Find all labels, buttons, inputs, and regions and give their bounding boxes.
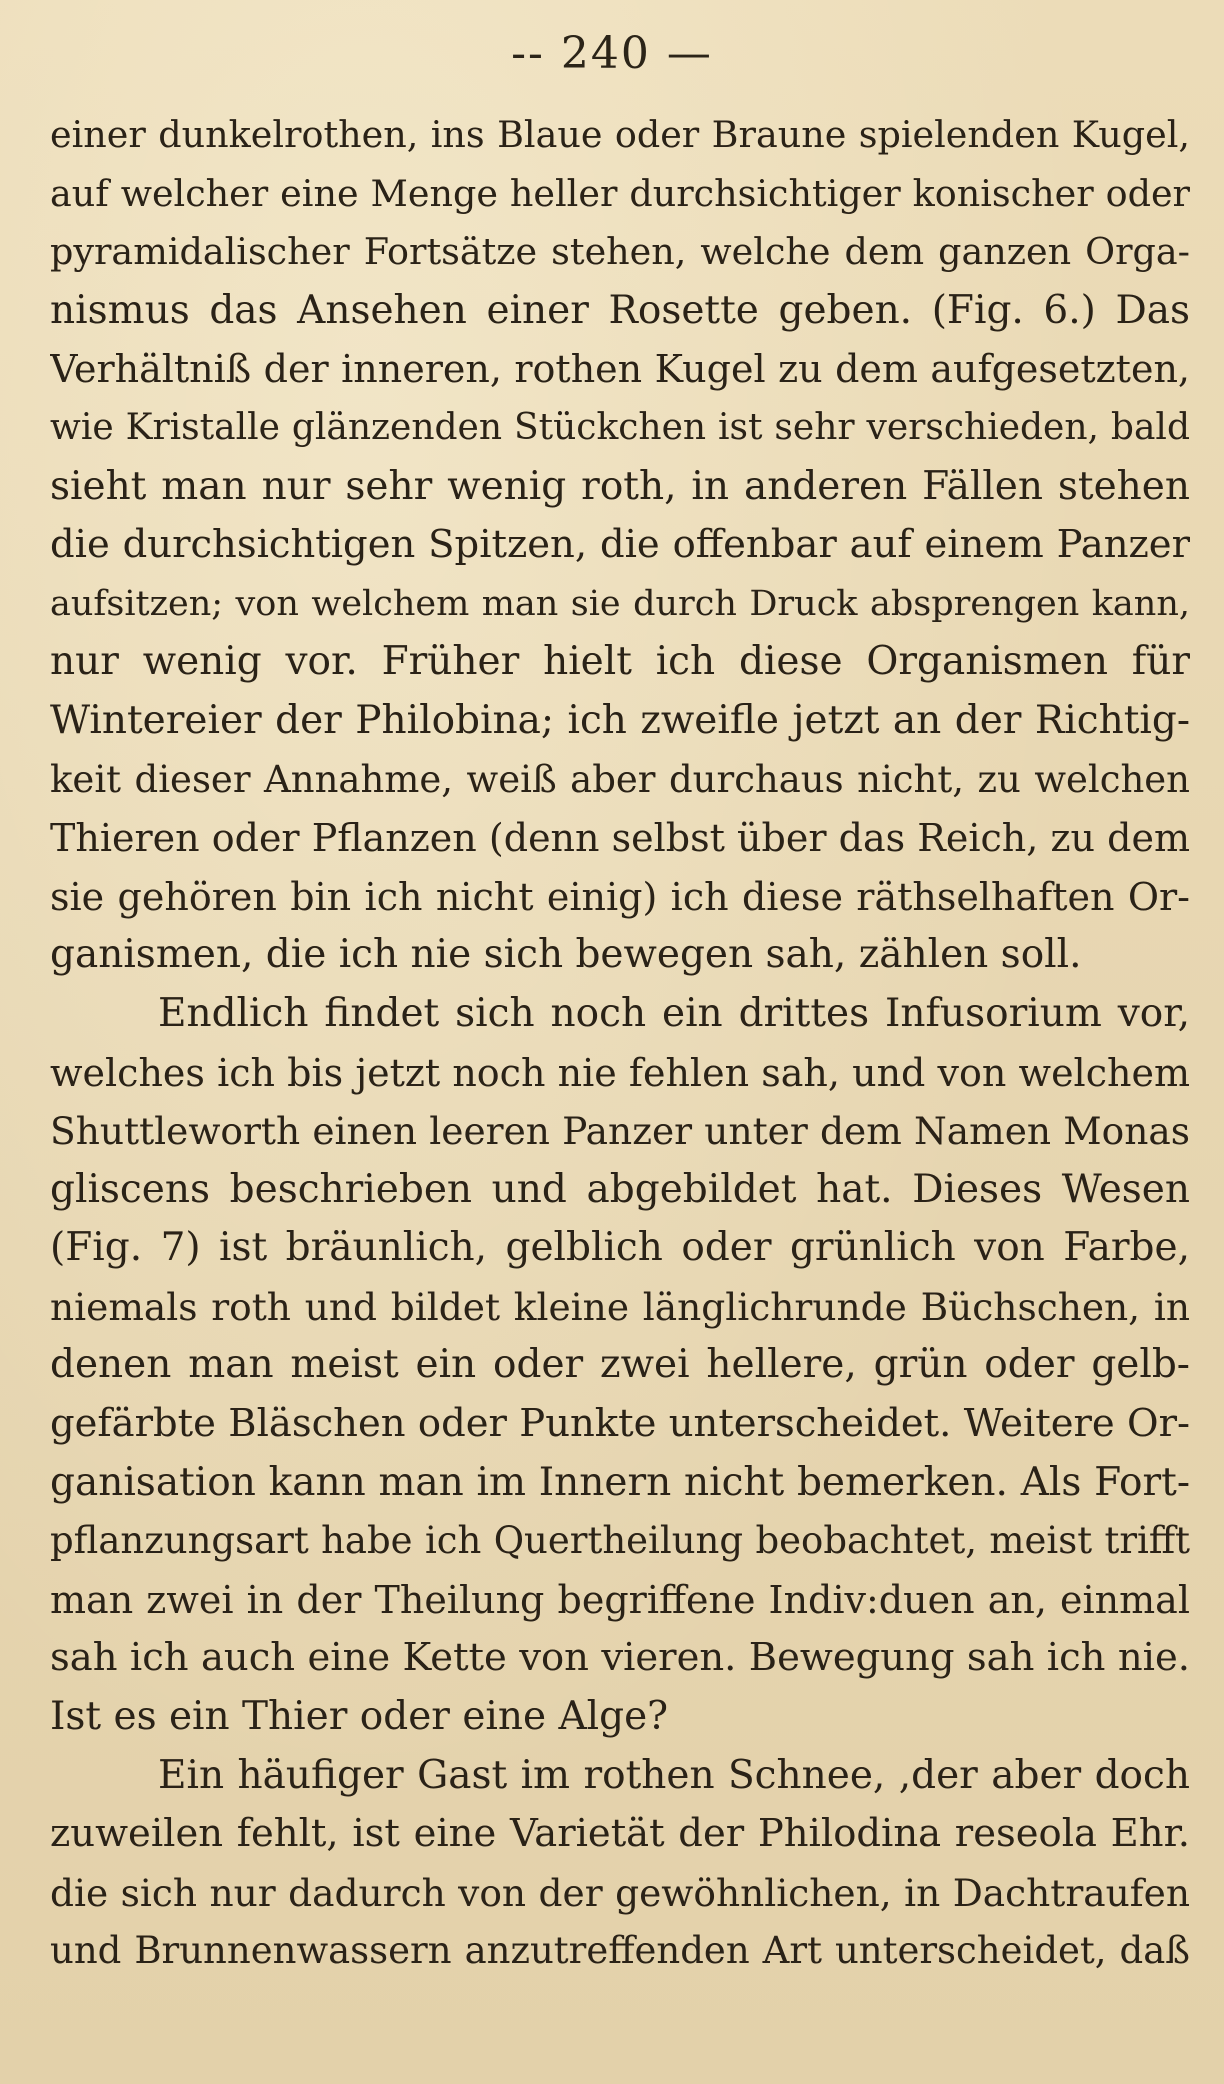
text-line: Endlich findet sich noch ein drittes Infusorium vor, [158,990,1190,1036]
text-line: welches ich bis jetzt noch nie fehlen sah, und von welchem [50,1050,1190,1095]
text-line: sie gehören bin ich nicht einig) ich diese räthselhaften Or- [50,874,1190,919]
text-line: sieht man nur sehr wenig roth, in anderen Fällen stehen [50,463,1190,509]
text-line: zuweilen fehlt, ist eine Varietät der Philodina reseola Ehr. [50,1811,1190,1857]
body-text [50,106,1190,1981]
text-line: einer dunkelrothen, ins Blaue oder Braune spielenden Kugel, [50,113,1190,156]
text-line: niemals roth und bildet kleine länglichrunde Büchschen, in [50,1284,1190,1329]
text-line: wie Kristalle glänzenden Stückchen ist sehr verschieden, bald [50,406,1190,448]
text-line: pflanzungsart habe ich Quertheilung beobachtet, meist trifft [50,1519,1190,1563]
text-line: denen man meist ein oder zwei hellere, grün oder gelb- [50,1342,1190,1388]
text-line: man zwei in der Theilung begriffene Indiv:duen an, einmal [50,1577,1190,1622]
text-line: Shuttleworth einen leeren Panzer unter dem Namen Monas [50,1109,1190,1154]
text-line: auf welcher eine Menge heller durchsichtiger konischer oder [50,171,1190,215]
text-line: nur wenig vor. Früher hielt ich diese Organismen für [50,639,1190,685]
text-line: Thieren oder Pflanzen (denn selbst über das Reich, zu dem [50,816,1190,861]
text-line: Ist es ein Thier oder eine Alge? [50,1694,669,1740]
text-line: die sich nur dadurch von der gewöhnlichen, in Dachtraufen [50,1870,1190,1915]
text-line: (Fig. 7) ist bräunlich, gelblich oder grünlich von Farbe, [50,1225,1190,1271]
text-line: keit dieser Annahme, weiß aber durchaus nicht, zu welchen [50,757,1190,801]
text-line: Ein häufiger Gast im rothen Schnee, ,der aber doch [158,1752,1190,1798]
text-line: gliscens beschrieben und abgebildet hat. Dieses Wesen [50,1166,1190,1212]
text-line: und Brunnenwassern anzutreffenden Art unterscheidet, daß [50,1929,1190,1973]
text-line: sah ich auch eine Kette von vieren. Bewegung sah ich nie. [50,1635,1190,1681]
text-line: ganisation kann man im Innern nicht bemerken. Als Fort- [50,1459,1190,1505]
text-line: aufsitzen; von welchem man sie durch Druck absprengen kann, [50,583,1190,624]
text-line: gefärbte Bläschen oder Punkte unterscheidet. Weitere Or- [50,1401,1190,1447]
text-line: ganismen, die ich nie sich bewegen sah, zählen soll. [50,932,1082,978]
text-line: die durchsichtigen Spitzen, die offenbar auf einem Panzer [50,522,1190,568]
text-line: pyramidalischer Fortsätze stehen, welche dem ganzen Orga- [50,230,1190,274]
text-line: nismus das Ansehen einer Rosette geben. (Fig. 6.) Das [50,287,1190,333]
text-line: Wintereier der Philobina; ich zweifle jetzt an der Richtig- [50,697,1190,743]
text-line: Verhältniß der inneren, rothen Kugel zu dem aufgesetzten, [50,347,1190,392]
page-number: -- 240 — [511,28,713,79]
